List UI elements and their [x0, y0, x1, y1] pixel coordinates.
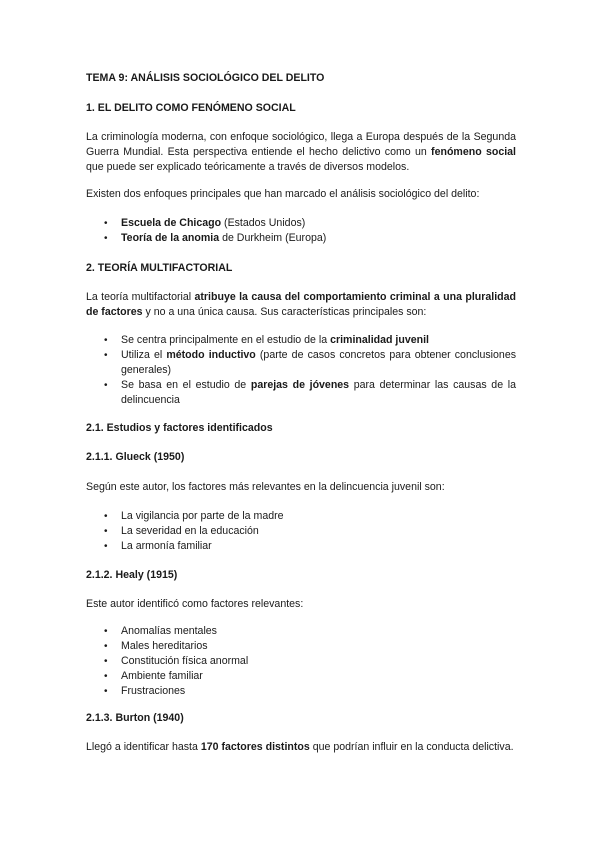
list-item-text: La severidad en la educación	[121, 525, 259, 537]
bold-term: Teoría de la anomia	[121, 232, 220, 244]
text-run: (Estados Unidos)	[221, 217, 306, 229]
list-item	[86, 216, 516, 231]
bold-term: método inductivo	[166, 349, 256, 361]
list-item	[86, 539, 516, 554]
bullet-icon: •	[104, 350, 108, 361]
text-run: La teoría multifactorial	[86, 291, 195, 303]
text-run: que podrían influir en la conducta delictiva.	[309, 741, 514, 753]
bullet-icon: •	[104, 541, 108, 552]
list-item	[86, 639, 516, 654]
bullet-icon: •	[104, 656, 108, 667]
bullet-icon: •	[104, 335, 108, 346]
bold-term: atribuye la causa del comportamiento criminal a una pluralidad de factores	[86, 291, 516, 318]
text-run: La criminología moderna, con enfoque sociológico, llega a Europa después de la Segunda Guerra Mundial. Esta perspectiva entiende el hecho delictivo como un	[86, 131, 516, 158]
section-1-heading: 1. EL DELITO COMO FENÓMENO SOCIAL	[86, 102, 296, 114]
bullet-icon: •	[104, 626, 108, 637]
bullet-icon: •	[104, 641, 108, 652]
list-item-text: Anomalías mentales	[121, 625, 217, 637]
list-item-text: La vigilancia por parte de la madre	[121, 510, 284, 522]
text-run: y no a una única causa. Sus características principales son:	[142, 306, 427, 318]
document-title: TEMA 9: ANÁLISIS SOCIOLÓGICO DEL DELITO	[86, 72, 325, 84]
bold-term: fenómeno social	[431, 146, 516, 158]
glueck-intro: Según este autor, los factores más relevantes en la delincuencia juvenil son:	[86, 481, 445, 493]
bullet-icon: •	[104, 511, 108, 522]
section-1-paragraph-2: Existen dos enfoques principales que han marcado el análisis sociológico del delito:	[86, 188, 480, 200]
text-run: que puede ser explicado teóricamente a través de diversos modelos.	[86, 161, 410, 173]
list-item	[86, 378, 516, 408]
healy-intro: Este autor identificó como factores relevantes:	[86, 598, 304, 610]
bold-term: criminalidad juvenil	[330, 334, 429, 346]
text-run: Se centra principalmente en el estudio de la	[121, 334, 331, 346]
section-2-list	[86, 333, 516, 408]
list-item	[86, 524, 516, 539]
text-run: para determinar las causas de la delincuencia	[121, 379, 516, 406]
bold-term: parejas de jóvenes	[250, 379, 350, 391]
text-run: (parte de casos concretos para obtener conclusiones generales)	[121, 349, 517, 376]
bullet-icon: •	[104, 218, 108, 229]
list-item-text: Constitución física anormal	[121, 655, 249, 667]
bold-term: 170 factores distintos	[200, 741, 310, 753]
burton-paragraph	[86, 740, 516, 755]
list-item	[86, 348, 516, 378]
bullet-icon: •	[104, 686, 108, 697]
list-item-text: Ambiente familiar	[121, 670, 203, 682]
text-run: Se basa en el estudio de	[121, 379, 251, 391]
list-item	[86, 509, 516, 524]
section-1-paragraph-1	[86, 130, 516, 175]
healy-list	[86, 624, 516, 699]
glueck-heading: 2.1.1. Glueck (1950)	[86, 451, 185, 463]
list-item	[86, 684, 516, 699]
list-item	[86, 654, 516, 669]
list-item	[86, 624, 516, 639]
section-2-paragraph-1	[86, 290, 516, 320]
bullet-icon: •	[104, 380, 108, 391]
list-item	[86, 333, 516, 348]
section-2-heading: 2. TEORÍA MULTIFACTORIAL	[86, 262, 233, 274]
glueck-list	[86, 509, 516, 554]
list-item-text: Frustraciones	[121, 685, 186, 697]
list-item	[86, 669, 516, 684]
section-1-list	[86, 216, 516, 246]
bullet-icon: •	[104, 233, 108, 244]
healy-heading: 2.1.2. Healy (1915)	[86, 569, 178, 581]
text-run: Llegó a identificar hasta	[86, 741, 201, 753]
text-run: Utiliza el	[121, 349, 167, 361]
section-2-1-heading: 2.1. Estudios y factores identificados	[86, 422, 273, 434]
bold-term: Escuela de Chicago	[121, 217, 222, 229]
list-item-text: La armonía familiar	[121, 540, 212, 552]
bullet-icon: •	[104, 526, 108, 537]
burton-heading: 2.1.3. Burton (1940)	[86, 712, 184, 724]
list-item	[86, 231, 516, 246]
list-item-text: Males hereditarios	[121, 640, 208, 652]
text-run: de Durkheim (Europa)	[219, 232, 327, 244]
bullet-icon: •	[104, 671, 108, 682]
